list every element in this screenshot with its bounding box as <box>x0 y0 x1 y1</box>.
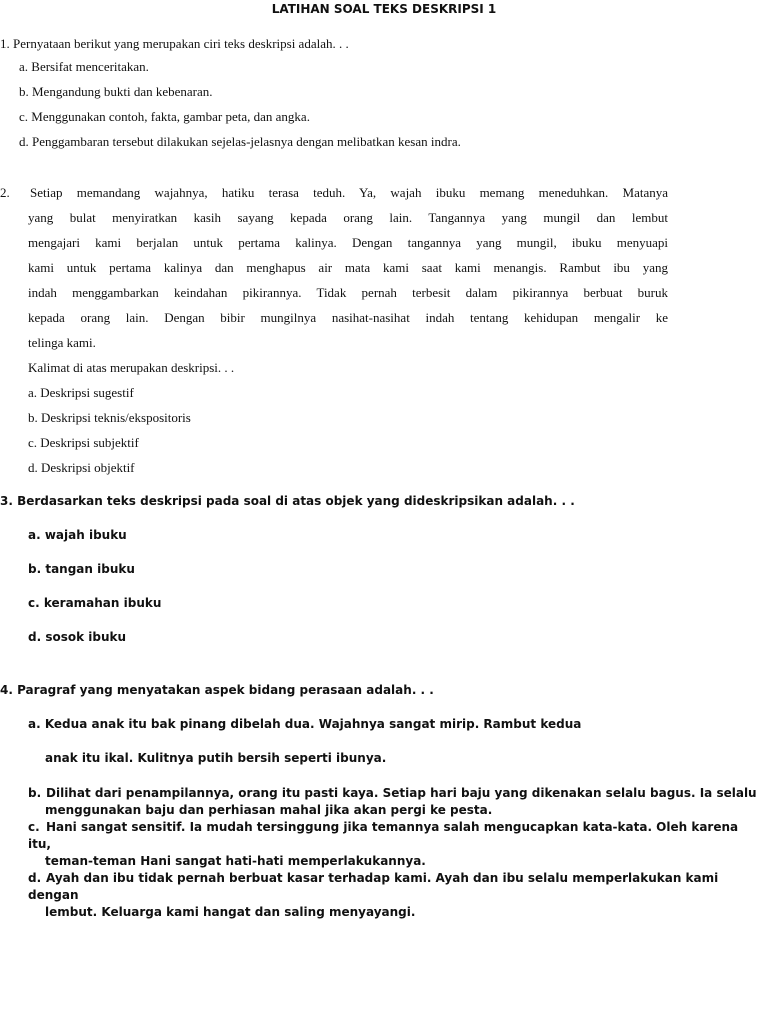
option-text: Hani sangat sensitif. Ia mudah tersinggung jika temannya salah mengucapkan kata-kata. Oleh karena itu, <box>28 820 739 851</box>
question-1-option-b: b. Mengandung bukti dan kebenaran. <box>19 84 213 99</box>
question-4-option-b <box>28 785 758 819</box>
question-1-option-c: c. Menggunakan contoh, fakta, gambar peta, dan angka. <box>19 109 310 124</box>
question-4-option-c <box>28 819 758 870</box>
passage-line: kami untuk pertama kalinya dan menghapus air mata kami saat kami menangis. Rambut ibu yang <box>28 260 668 275</box>
question-4-option-a: a. Kedua anak itu bak pinang dibelah dua. Wajahnya sangat mirip. Rambut kedua <box>28 717 582 731</box>
question-2-prompt: Kalimat di atas merupakan deskripsi. . . <box>28 360 235 375</box>
question-2-option-b: b. Deskripsi teknis/ekspositoris <box>28 410 191 425</box>
question-1: 1. Pernyataan berikut yang merupakan ciri teks deskripsi adalah. . . <box>0 36 349 51</box>
option-text-continued: menggunakan baju dan perhiasan mahal jika akan pergi ke pesta. <box>45 803 493 817</box>
passage-line: kepada orang lain. Dengan bibir mungilnya nasihat-nasihat indah tentang kehidupan mengalir ke <box>28 310 668 325</box>
question-2-option-a: a. Deskripsi sugestif <box>28 385 134 400</box>
passage-line: mengajari kami berjalan untuk pertama kalinya. Dengan tangannya yang mungil, ibuku menyuapi <box>28 235 668 250</box>
question-1-option-a: a. Bersifat menceritakan. <box>19 59 149 74</box>
option-text: Dilihat dari penampilannya, orang itu pasti kaya. Setiap hari baju yang dikenakan selalu bagus. Ia selalu <box>46 786 757 800</box>
question-3-option-b: b. tangan ibuku <box>28 562 135 576</box>
question-2-number: 2. <box>0 185 10 200</box>
page-title: LATIHAN SOAL TEKS DESKRIPSI 1 <box>271 2 497 16</box>
passage-line: yang bulat menyiratkan kasih sayang kepada orang lain. Tangannya yang mungil dan lembut <box>28 210 668 225</box>
option-label: c. <box>28 820 40 834</box>
question-2-option-d: d. Deskripsi objektif <box>28 460 135 475</box>
question-4: 4. Paragraf yang menyatakan aspek bidang perasaan adalah. . . <box>0 683 434 697</box>
option-label: b. <box>28 786 42 800</box>
question-3: 3. Berdasarkan teks deskripsi pada soal di atas objek yang dideskripsikan adalah. . . <box>0 494 575 508</box>
question-4-option-d <box>28 870 758 921</box>
question-3-option-a: a. wajah ibuku <box>28 528 127 542</box>
question-1-option-d: d. Penggambaran tersebut dilakukan sejelas-jelasnya dengan melibatkan kesan indra. <box>19 134 461 149</box>
option-text-continued: lembut. Keluarga kami hangat dan saling menyayangi. <box>45 905 416 919</box>
passage-line: telinga kami. <box>28 335 96 350</box>
option-label: d. <box>28 871 42 885</box>
question-3-option-d: d. sosok ibuku <box>28 630 127 644</box>
passage-line: Setiap memandang wajahnya, hatiku terasa teduh. Ya, wajah ibuku memang meneduhkan. Matanya <box>30 185 668 200</box>
question-3-option-c: c. keramahan ibuku <box>28 596 162 610</box>
passage-line: indah menggambarkan keindahan pikirannya. Tidak pernah terbesit dalam pikirannya berbuat buruk <box>28 285 668 300</box>
question-4-option-a-continued: anak itu ikal. Kulitnya putih bersih seperti ibunya. <box>45 751 387 765</box>
option-text: Ayah dan ibu tidak pernah berbuat kasar terhadap kami. Ayah dan ibu selalu memperlakukan kami dengan <box>28 871 719 902</box>
question-2-passage <box>28 180 668 480</box>
option-text-continued: teman-teman Hani sangat hati-hati memperlakukannya. <box>45 854 426 868</box>
question-2-option-c: c. Deskripsi subjektif <box>28 435 139 450</box>
